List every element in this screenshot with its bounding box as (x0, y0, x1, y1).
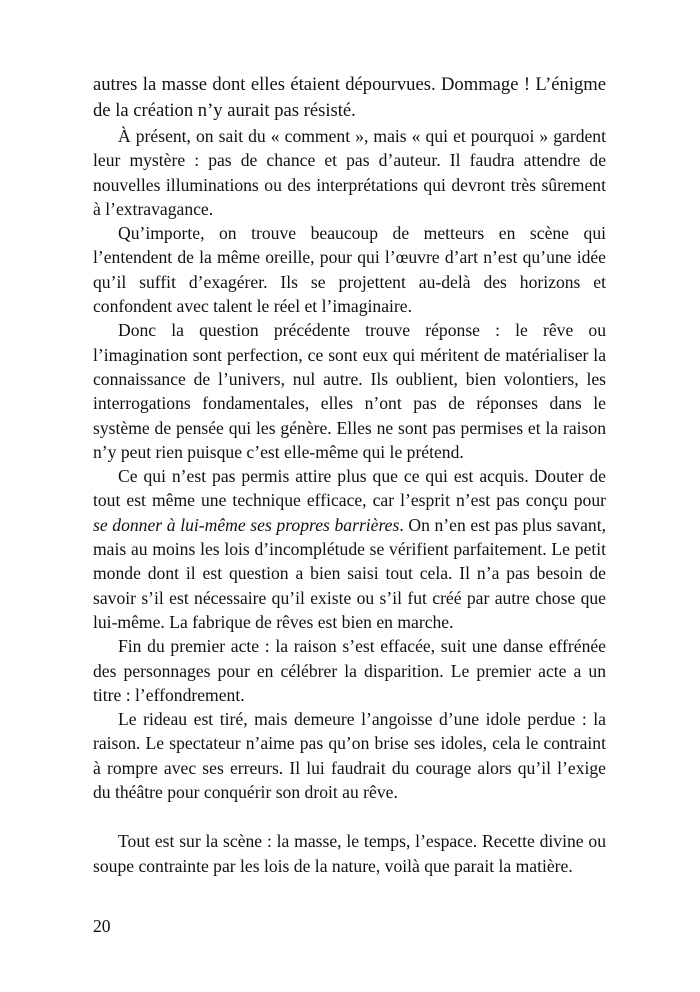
paragraph: Qu’importe, on trouve beaucoup de metteurs en scène qui l’entendent de la même oreille, pour qui l’œuvre d’art n’est qu’une idée qu’il suffit d’exagérer. Ils se projettent au-delà des horizons et confondent avec talent le réel et l’imaginaire. (93, 223, 606, 317)
page-number: 20 (93, 916, 111, 936)
paragraph-text: Ce qui n’est pas permis attire plus que ce qui est acquis. Douter de tout est même une technique efficace, car l’esprit n’est pas conçu pour (93, 466, 606, 511)
paragraph: À présent, on sait du « comment », mais « qui et pourquoi » gardent leur mystère : pas de chance et pas d’auteur. Il faudra attendre de nouvelles illuminations ou des interprétations qui devront très sûrement à l’extravagance. (93, 126, 606, 219)
paragraph-text: . On n’en est pas plus savant, mais au moins les lois d’incomplétude se vérifient parfaitement. Le petit monde dont il est question a bien saisi tout cela. Il n’a pas besoin de savoir s’il est nécessaire qu’il existe ou s’il fut créé par autre chose que lui-même. La fabrique de rêves est bien en marche. (93, 514, 606, 632)
paragraph: Le rideau est tiré, mais demeure l’angoisse d’une idole perdue : la raison. Le spectateur n’aime pas qu’on brise ses idoles, cela le contraint à rompre avec ses erreurs. Il lui faudrait du courage alors qu’il l’exige du théâtre pour conquérir son droit au rêve. (93, 709, 606, 803)
paragraph: Fin du premier acte : la raison s’est effacée, suit une danse effrénée des personnages pour en célébrer la disparition. Le premier acte a un titre : l’effondrement. (93, 636, 606, 705)
paragraph-with-italic (93, 464, 606, 634)
paragraph: Donc la question précédente trouve réponse : le rêve ou l’imagination sont perfection, ce sont eux qui méritent de matérialiser la connaissance de l’univers, nul autre. Ils oublient, bien volontiers, les interrogations fondamentales, elles n’ont pas de réponses dans le système de pensée qui les génère. Elles ne sont pas permises et la raison n’y peut rien puisque c’est elle-même qui le prétend. (93, 320, 606, 462)
paragraph-new-section: Tout est sur la scène : la masse, le temps, l’espace. Recette divine ou soupe contrainte par les lois de la nature, voilà que parait la matière. (93, 831, 606, 876)
italic-quote: se donner à lui-même ses propres barrières (93, 514, 400, 535)
paragraph-continuation: autres la masse dont elles étaient dépourvues. Dommage ! L’énigme de la création n’y aurait pas résisté. (93, 74, 606, 121)
body-text (93, 72, 606, 878)
